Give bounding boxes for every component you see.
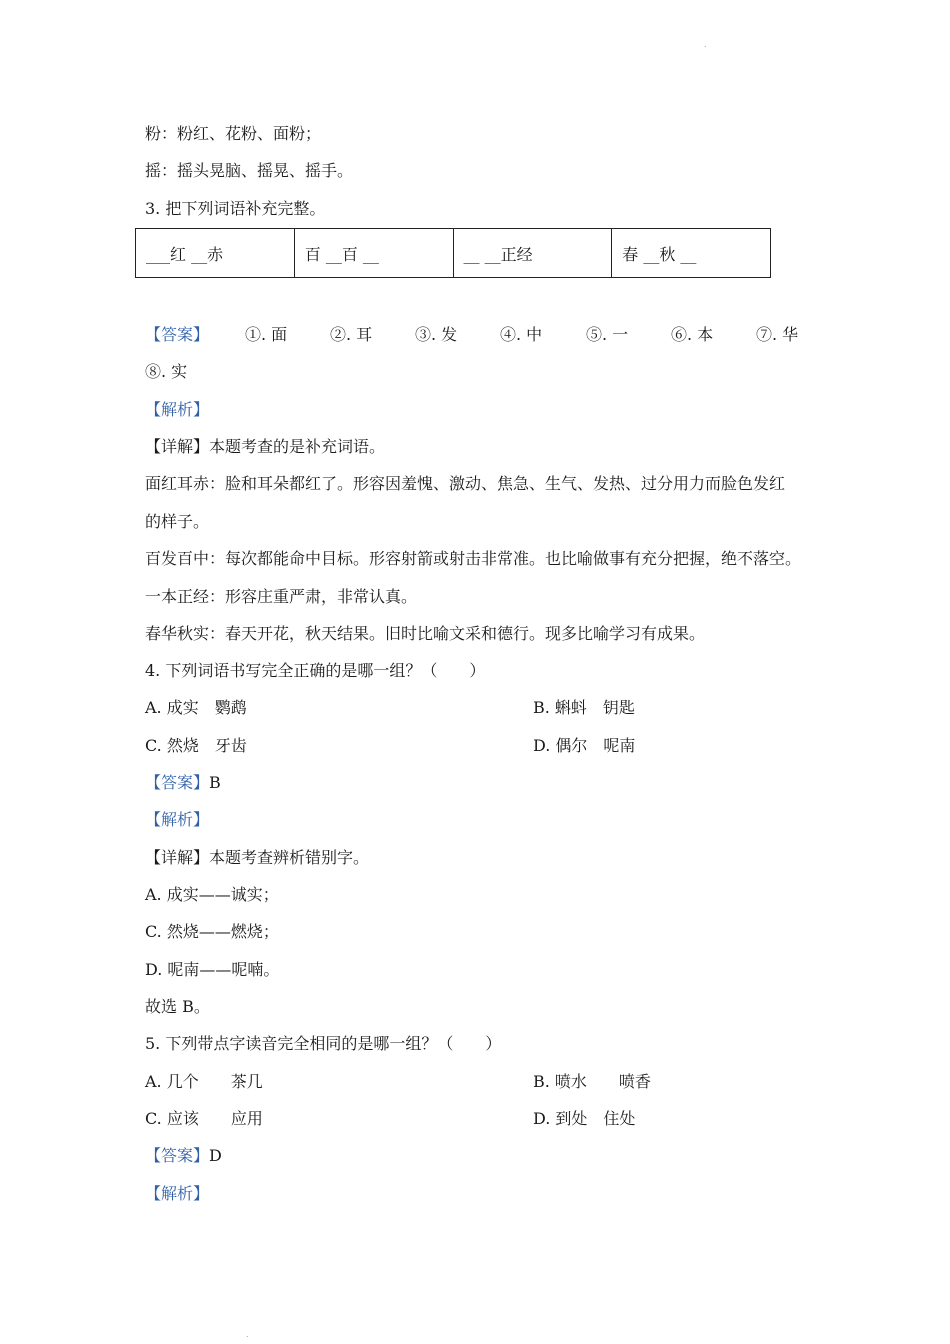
q4-option-c: C. 然烧 牙齿 — [145, 736, 247, 755]
q5-title: 5. 下列带点字读音完全相同的是哪一组？（ ） — [145, 1034, 502, 1053]
decorative-dot: . — [246, 1330, 249, 1339]
q3-explain-4: 一本正经：形容庄重严肃，非常认真。 — [145, 587, 418, 606]
q3-cell-2: 百 __百 __ — [294, 229, 453, 278]
q4-explain-d: D. 呢南——呢喃。 — [145, 960, 280, 979]
q3-answer-3: ③. 发 — [415, 325, 458, 344]
q3-cell-3: __ __正经 — [453, 229, 612, 278]
q3-cell-1: ___红 __赤 — [136, 229, 295, 278]
q3-answer-6: ⑥. 本 — [671, 325, 714, 344]
detail-tag: 【详解】 — [145, 848, 210, 867]
q3-fill-table — [135, 228, 771, 278]
q3-analysis-tag: 【解析】 — [145, 400, 210, 419]
q3-explain-1: 面红耳赤：脸和耳朵都红了。形容因羞愧、激动、焦急、生气、发热、过分用力而脸色发红 — [145, 474, 786, 493]
q4-analysis-tag: 【解析】 — [145, 810, 210, 829]
q4-detail — [145, 848, 369, 868]
q5-analysis-tag: 【解析】 — [145, 1184, 210, 1203]
q4-title: 4. 下列词语书写完全正确的是哪一组？（ ） — [145, 661, 486, 680]
q5-answer — [145, 1146, 222, 1166]
q5-option-d: D. 到处 住处 — [533, 1109, 636, 1128]
detail-text: 本题考查的是补充词语。 — [209, 437, 386, 456]
q3-cell-4: 春 __秋 __ — [612, 229, 771, 278]
decorative-dot: . — [704, 40, 707, 49]
q3-title: 3. 把下列词语补充完整。 — [145, 199, 326, 218]
answer-tag: 【答案】 — [145, 773, 210, 792]
q3-detail — [145, 437, 385, 457]
q4-option-b: B. 蝌蚪 钥匙 — [533, 698, 635, 717]
answer-tag: 【答案】 — [145, 1146, 210, 1165]
q5-option-a: A. 几个 茶几 — [145, 1072, 263, 1091]
answer-value: D — [209, 1146, 222, 1165]
q5-option-c: C. 应该 应用 — [145, 1109, 263, 1128]
q3-explain-3: 百发百中：每次都能命中目标。形容射箭或射击非常准。也比喻做事有充分把握，绝不落空。 — [145, 549, 802, 568]
q4-option-d: D. 偶尔 呢南 — [533, 736, 636, 755]
answer-tag: 【答案】 — [145, 325, 210, 344]
q4-explain-a: A. 成实——诚实； — [145, 885, 279, 904]
q4-explain-c: C. 然烧——燃烧； — [145, 922, 279, 941]
q3-explain-2: 的样子。 — [145, 512, 210, 531]
q4-conclusion: 故选 B。 — [145, 997, 210, 1016]
q5-option-b: B. 喷水 喷香 — [533, 1072, 651, 1091]
q4-option-a: A. 成实 鹦鹉 — [145, 698, 247, 717]
detail-text: 本题考查辨析错别字。 — [209, 848, 370, 867]
q3-answer-row — [145, 325, 209, 345]
answer-value: B — [209, 773, 221, 792]
q3-answer-2: ②. 耳 — [330, 325, 373, 344]
q3-answer-4: ④. 中 — [500, 325, 543, 344]
detail-tag: 【详解】 — [145, 437, 210, 456]
q3-explain-5: 春华秋实：春天开花，秋天结果。旧时比喻文采和德行。现多比喻学习有成果。 — [145, 624, 706, 643]
q3-answer-5: ⑤. 一 — [586, 325, 629, 344]
line-fen: 粉：粉红、花粉、面粉； — [145, 124, 322, 143]
q3-answer-7: ⑦. 华 — [756, 325, 799, 344]
q3-answer-1: ①. 面 — [245, 325, 288, 344]
q4-answer — [145, 773, 221, 793]
q3-answer-8: ⑧. 实 — [145, 362, 188, 381]
line-yao: 摇：摇头晃脑、摇晃、摇手。 — [145, 161, 354, 180]
